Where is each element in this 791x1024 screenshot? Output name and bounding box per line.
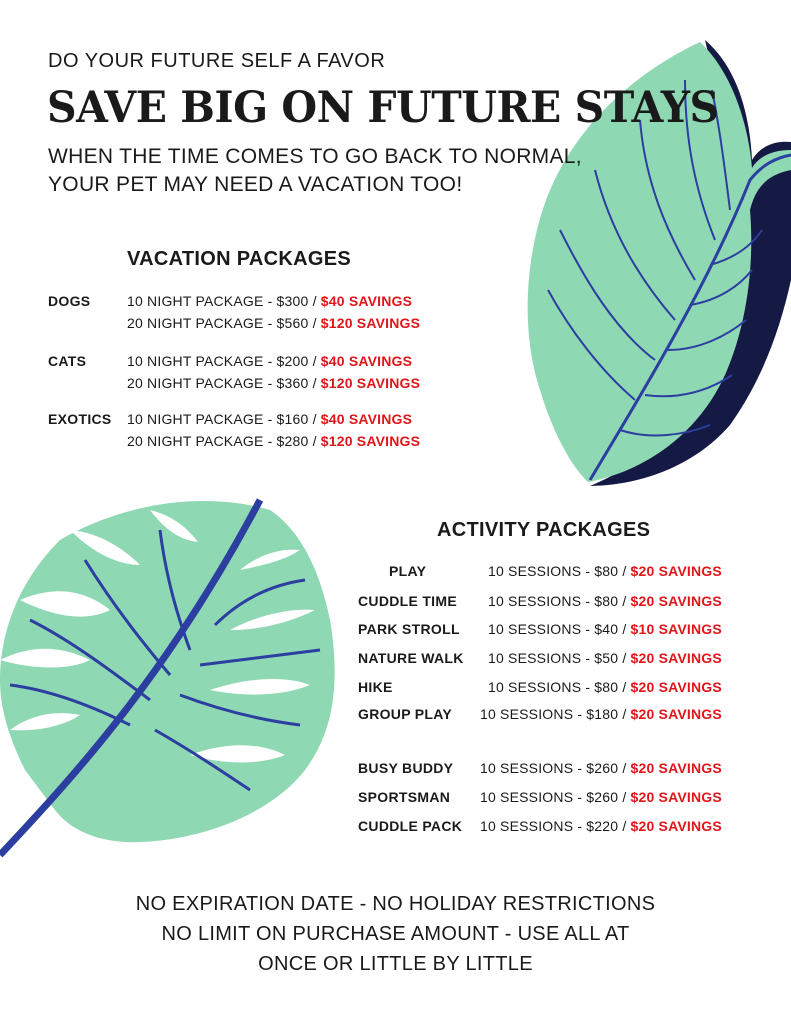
activity-row [358,789,778,809]
vacation-line [127,433,420,449]
vacation-line [127,375,420,391]
activity-name: PLAY [389,563,427,579]
vacation-line [127,411,412,427]
page-title: SAVE BIG ON FUTURE STAYS [47,82,719,133]
activity-name: PARK STROLL [358,621,460,637]
savings-text: $20 SAVINGS [630,593,722,609]
vacation-line [127,315,420,331]
session-price: 10 SESSIONS - $80 / [488,563,631,579]
footer-line-1: NO EXPIRATION DATE - NO HOLIDAY RESTRICTIONS [135,893,656,915]
savings-text: $20 SAVINGS [630,818,722,834]
subhead-line-1: WHEN THE TIME COMES TO GO BACK TO NORMAL, [48,145,582,168]
session-price: 10 SESSIONS - $260 / [480,760,631,776]
activity-packages-title: ACTIVITY PACKAGES [437,519,651,541]
activity-row [358,621,778,641]
package-price: 10 NIGHT PACKAGE - $160 / [127,411,321,427]
activity-detail [480,818,722,834]
session-price: 10 SESSIONS - $180 / [480,706,631,722]
kicker-text: DO YOUR FUTURE SELF A FAVOR [48,50,386,72]
package-price: 20 NIGHT PACKAGE - $360 / [127,375,321,391]
activity-detail [480,706,722,722]
activity-name: SPORTSMAN [358,789,451,805]
activity-name: BUSY BUDDY [358,760,454,776]
bottom-left-leaf-icon [0,470,345,870]
vacation-animal-label: DOGS [48,293,91,309]
savings-text: $40 SAVINGS [320,353,413,369]
activity-row [358,650,778,670]
subhead-line-2: YOUR PET MAY NEED A VACATION TOO! [48,173,463,196]
savings-text: $20 SAVINGS [630,760,722,776]
package-price: 10 NIGHT PACKAGE - $300 / [127,293,321,309]
activity-name: CUDDLE TIME [358,593,457,609]
activity-name: GROUP PLAY [358,706,453,722]
activity-row [358,593,778,613]
savings-text: $120 SAVINGS [320,375,421,391]
session-price: 10 SESSIONS - $260 / [480,789,631,805]
footer-line-2: NO LIMIT ON PURCHASE AMOUNT - USE ALL AT [161,923,630,945]
session-price: 10 SESSIONS - $80 / [488,679,631,695]
package-price: 10 NIGHT PACKAGE - $200 / [127,353,321,369]
subhead [48,143,582,199]
savings-text: $20 SAVINGS [630,650,722,666]
activity-detail [488,679,722,695]
session-price: 10 SESSIONS - $40 / [488,621,631,637]
activity-name: HIKE [358,679,393,695]
vacation-line [127,293,412,309]
activity-detail [488,593,722,609]
activity-detail [488,563,722,579]
savings-text: $120 SAVINGS [320,433,421,449]
activity-name: NATURE WALK [358,650,464,666]
savings-text: $40 SAVINGS [320,411,413,427]
vacation-line [127,353,412,369]
activity-name: CUDDLE PACK [358,818,463,834]
activity-row [358,818,778,838]
vacation-packages-title: VACATION PACKAGES [127,248,351,270]
vacation-animal-label: CATS [48,353,87,369]
activity-row [358,706,778,726]
savings-text: $10 SAVINGS [630,621,722,637]
session-price: 10 SESSIONS - $80 / [488,593,631,609]
footer-line-3: ONCE OR LITTLE BY LITTLE [258,953,533,975]
savings-text: $20 SAVINGS [630,563,722,579]
activity-detail [480,789,722,805]
activity-row [358,760,778,780]
activity-detail [488,621,722,637]
package-price: 20 NIGHT PACKAGE - $280 / [127,433,321,449]
footer-terms [0,889,791,979]
activity-detail [488,650,722,666]
savings-text: $20 SAVINGS [630,789,722,805]
session-price: 10 SESSIONS - $220 / [480,818,631,834]
vacation-animal-label: EXOTICS [48,411,112,427]
activity-row [358,563,778,583]
session-price: 10 SESSIONS - $50 / [488,650,631,666]
activity-detail [480,760,722,776]
savings-text: $120 SAVINGS [320,315,421,331]
savings-text: $20 SAVINGS [630,706,722,722]
savings-text: $20 SAVINGS [630,679,722,695]
package-price: 20 NIGHT PACKAGE - $560 / [127,315,321,331]
savings-text: $40 SAVINGS [320,293,413,309]
activity-row [358,679,778,699]
